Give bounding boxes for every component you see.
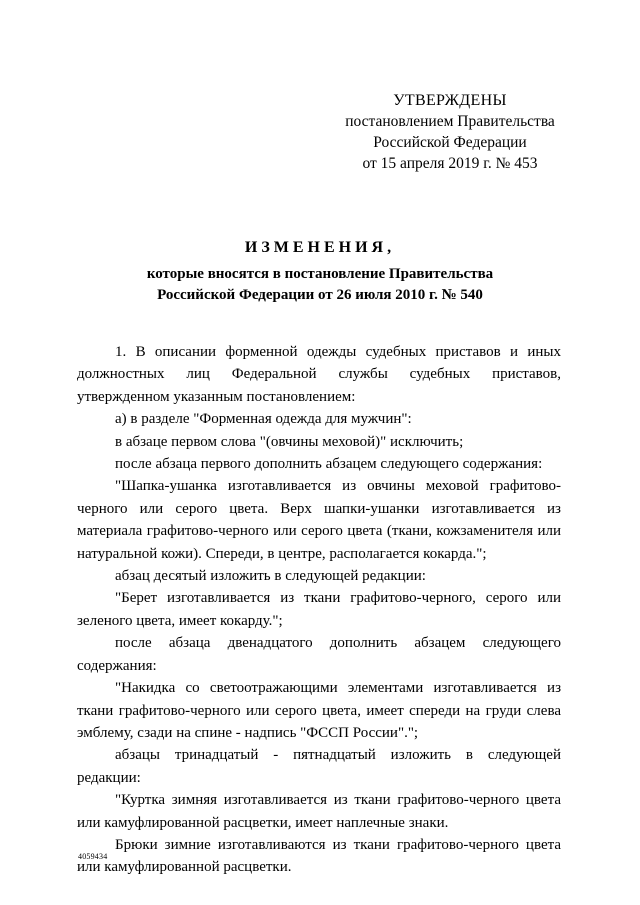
paragraph-exclude-words: в абзаце первом слова "(овчины меховой)" исключить; [115,433,464,450]
paragraph-winter-jacket: "Куртка зимняя изготавливается из ткани графитово-черного цвета или камуфлированной расцветки, имеет наплечные знаки. [77,792,561,831]
approval-line-1: постановлением Правительства [345,113,555,130]
document-code: 4059434 [78,852,108,861]
paragraph-cape: "Накидка со светоотражающими элементами изготавливается из ткани графитово-черного или серого цвета, имеет спереди на груди слева эмблему, сзади на спине - надпись "ФССП России"."; [77,680,561,741]
document-title: ИЗМЕНЕНИЯ, [244,239,396,256]
subtitle-line-1: которые вносятся в постановление Правительства [146,266,494,282]
paragraph-tenth-clause: абзац десятый изложить в следующей редакции: [115,568,426,585]
approval-line-2: Российской Федерации [373,134,527,151]
paragraph-men-uniform: а) в разделе "Форменная одежда для мужчин": [115,411,412,428]
paragraph-hat: "Шапка-ушанка изготавливается из овчины меховой графитово-черного или серого цвета. Верх шапки-ушанки изготавливается из материала графитово-черного или серого цвета (ткани, кожзаменителя или натуральной кожи). Спереди, в центре, располагается кокарда."; [77,478,561,562]
approval-heading: УТВЕРЖДЕНЫ [393,92,507,109]
approval-block [340,90,560,174]
paragraph-beret: "Берет изготавливается из ткани графитово-черного, серого или зеленого цвета, имеет кокарду."; [77,590,561,629]
paragraph-add-after-twelfth: после абзаца двенадцатого дополнить абзацем следующего содержания: [77,635,561,674]
paragraph-thirteenth-fifteenth: абзацы тринадцатый - пятнадцатый изложить в следующей редакции: [77,747,561,786]
subtitle-line-2: Российской Федерации от 26 июля 2010 г. № 540 [157,287,483,303]
paragraph-winter-trousers: Брюки зимние изготавливаются из ткани графитово-черного цвета или камуфлированной расцветки. [77,836,561,876]
paragraph-item-1: 1. В описании форменной одежды судебных приставов и иных должностных лиц Федеральной службы судебных приставов, утвержденном указанным постановлением: [77,344,561,405]
approval-line-3: от 15 апреля 2019 г. № 453 [362,155,538,172]
document-body [77,341,561,879]
paragraph-add-after-first: после абзаца первого дополнить абзацем следующего содержания: [115,456,543,473]
document-subtitle [0,264,640,306]
